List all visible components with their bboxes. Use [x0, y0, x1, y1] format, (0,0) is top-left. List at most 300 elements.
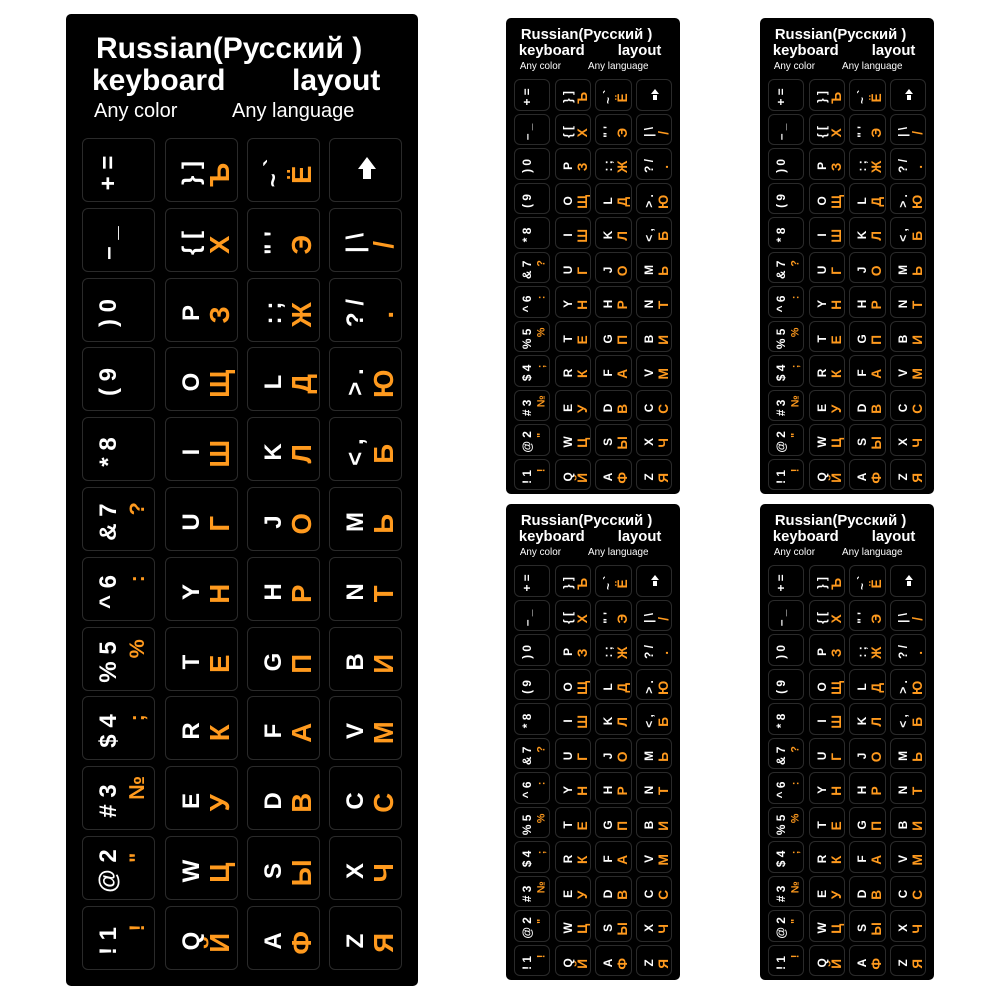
key-cyrillic-label: ! — [789, 954, 802, 958]
key-sticker — [165, 417, 238, 481]
key-latin-label: F — [855, 369, 870, 377]
key-latin-label: N — [895, 785, 910, 795]
key-latin-label: C — [895, 889, 910, 898]
key-latin-label: ! 1 — [519, 469, 534, 484]
key-latin-label: > . — [895, 679, 910, 694]
key-latin-label: I — [814, 233, 829, 237]
key-latin-label: E — [560, 889, 575, 898]
key-sticker — [768, 183, 804, 215]
key-sticker — [768, 738, 804, 770]
key-cyrillic-label: № — [535, 881, 548, 894]
key-sticker — [809, 286, 845, 318]
key-latin-label: T — [560, 334, 575, 343]
key-latin-label: L — [855, 682, 870, 691]
key-latin-label: B — [342, 652, 369, 671]
key-sticker — [82, 766, 155, 830]
key-cyrillic-label: К — [828, 855, 844, 865]
key-cyrillic-label: Л — [615, 717, 631, 727]
key-latin-label: N — [342, 583, 369, 601]
key-sticker — [890, 114, 926, 146]
key-cyrillic-label: " — [789, 919, 802, 925]
key-sticker — [636, 148, 672, 180]
key-sticker — [890, 355, 926, 387]
key-cyrillic-label: Я — [909, 472, 925, 483]
key-latin-label: % 5 — [519, 814, 534, 835]
key-latin-label: O — [560, 195, 575, 206]
key-latin-label: P — [178, 304, 205, 321]
key-sticker — [595, 252, 631, 284]
key-latin-label: A — [855, 472, 870, 481]
key-sticker — [595, 79, 631, 111]
key-sticker — [555, 183, 591, 215]
key-latin-label: H — [601, 299, 616, 309]
key-cyrillic-label: З — [828, 162, 844, 172]
key-latin-label: P — [560, 648, 575, 657]
key-cyrillic-label: / — [368, 240, 400, 249]
key-cyrillic-label: И — [655, 334, 671, 345]
key-cyrillic-label: Д — [286, 374, 318, 395]
key-cyrillic-label: О — [615, 265, 631, 276]
key-latin-label: R — [560, 854, 575, 864]
key-latin-label: @ 2 — [773, 431, 788, 453]
key-cyrillic-label: Б — [655, 231, 671, 241]
arrow-stem — [653, 95, 657, 100]
key-cyrillic-label: ? — [789, 745, 802, 753]
key-sticker — [555, 876, 591, 908]
key-latin-label: " ' — [601, 125, 616, 138]
key-latin-label: ^ 6 — [519, 781, 534, 799]
key-latin-label: Y — [560, 786, 575, 795]
key-latin-label: I — [178, 448, 205, 456]
key-sticker — [890, 321, 926, 353]
key-latin-label: G — [855, 334, 870, 344]
key-latin-label: B — [895, 334, 910, 343]
key-latin-label: – _ — [773, 123, 788, 140]
key-cyrillic-label: С — [655, 403, 671, 414]
key-latin-label: P — [560, 162, 575, 171]
key-cyrillic-label: Ч — [909, 438, 925, 448]
key-latin-label: Y — [814, 300, 829, 309]
key-latin-label: L — [601, 682, 616, 691]
key-latin-label: J — [855, 266, 870, 273]
key-sticker — [555, 772, 591, 804]
key-latin-label: Z — [641, 959, 656, 967]
key-sticker — [514, 807, 550, 839]
key-cyrillic-label: . — [368, 310, 400, 319]
key-cyrillic-label: К — [574, 855, 590, 865]
key-cyrillic-label: Ц — [574, 924, 590, 935]
key-latin-label: Q — [560, 472, 575, 482]
key-latin-label: S — [601, 924, 616, 933]
key-sticker — [809, 703, 845, 735]
key-cyrillic-label: Ъ — [828, 92, 844, 104]
key-cyrillic-label: У — [574, 404, 590, 413]
key-latin-label: * 8 — [519, 713, 534, 729]
key-latin-label: G — [601, 334, 616, 344]
key-sticker — [555, 79, 591, 111]
key-cyrillic-label: Е — [574, 334, 590, 345]
key-sticker — [890, 148, 926, 180]
key-cyrillic-label: ! — [535, 954, 548, 958]
sheet-small-bottom-left — [506, 504, 680, 980]
key-sticker — [849, 355, 885, 387]
key-cyrillic-label: % — [124, 638, 150, 658]
key-cyrillic-label: Ч — [655, 924, 671, 934]
arrow-stem — [907, 581, 911, 586]
key-sticker — [636, 738, 672, 770]
key-cyrillic-label: М — [368, 721, 400, 745]
key-cyrillic-label: С — [655, 889, 671, 900]
key-sticker — [82, 138, 155, 202]
key-cyrillic-label: % — [789, 813, 802, 823]
key-latin-label: ? / — [895, 159, 910, 174]
key-latin-label: M — [342, 512, 369, 532]
key-cyrillic-label: П — [615, 334, 631, 345]
key-latin-label: $ 4 — [95, 714, 122, 749]
key-cyrillic-label: / — [909, 130, 925, 135]
key-cyrillic-label: : — [535, 781, 548, 786]
key-latin-label: } ] — [814, 91, 829, 104]
key-latin-label: H — [601, 785, 616, 795]
key-latin-label: & 7 — [95, 503, 122, 541]
key-sticker — [890, 945, 926, 977]
title-text: Russian(Русский ) — [520, 26, 653, 43]
key-latin-label: B — [895, 820, 910, 829]
key-sticker — [247, 487, 320, 551]
key-latin-label: | \ — [641, 612, 656, 623]
key-latin-label: Y — [178, 583, 205, 600]
key-sticker — [514, 565, 550, 597]
key-cyrillic-label: Ч — [909, 924, 925, 934]
key-sticker — [849, 217, 885, 249]
arrow-up-icon — [651, 575, 659, 580]
key-sticker — [849, 114, 885, 146]
arrow-stem — [907, 95, 911, 100]
title-keyboard: keyboard — [518, 528, 585, 545]
key-cyrillic-label: Ъ — [204, 162, 236, 187]
key-sticker — [595, 876, 631, 908]
key-sticker — [890, 703, 926, 735]
subtitle-any-color: Any color — [519, 546, 561, 558]
key-sticker — [165, 208, 238, 272]
key-latin-label: ^ 6 — [773, 295, 788, 313]
key-sticker — [768, 876, 804, 908]
key-cyrillic-label: Э — [869, 613, 885, 624]
key-cyrillic-label: № — [789, 881, 802, 894]
key-latin-label: R — [178, 722, 205, 741]
key-latin-label: ~ ` — [855, 576, 870, 591]
key-sticker — [514, 390, 550, 422]
key-cyrillic-label: С — [909, 403, 925, 414]
key-cyrillic-label: Г — [574, 752, 590, 761]
key-latin-label: O — [814, 681, 829, 692]
key-sticker — [768, 79, 804, 111]
key-cyrillic-label: Н — [574, 786, 590, 796]
key-sticker — [890, 459, 926, 491]
key-latin-label: " ' — [855, 611, 870, 624]
key-latin-label: S — [260, 863, 287, 880]
key-cyrillic-label: Щ — [828, 194, 844, 209]
key-cyrillic-label: Х — [574, 613, 590, 624]
key-cyrillic-label: М — [655, 854, 671, 866]
key-latin-label: U — [560, 265, 575, 274]
key-sticker — [514, 669, 550, 701]
key-latin-label: % 5 — [95, 640, 122, 683]
key-latin-label: & 7 — [773, 260, 788, 279]
key-cyrillic-label: Р — [869, 300, 885, 310]
key-cyrillic-label: А — [615, 369, 631, 379]
key-latin-label: F — [601, 855, 616, 863]
key-sticker — [809, 634, 845, 666]
subtitle-any-language: Any language — [842, 60, 903, 72]
key-latin-label: N — [895, 299, 910, 309]
key-sticker — [329, 208, 402, 272]
subtitle-any-language: Any language — [842, 546, 903, 558]
key-cyrillic-label: Н — [204, 583, 236, 604]
key-cyrillic-label: Ы — [615, 922, 631, 936]
title-layout: layout — [292, 64, 381, 97]
key-latin-label: N — [641, 785, 656, 795]
key-sticker — [555, 807, 591, 839]
key-latin-label: ^ 6 — [519, 295, 534, 313]
key-sticker — [809, 79, 845, 111]
key-sticker — [247, 766, 320, 830]
key-cyrillic-label: Э — [869, 127, 885, 138]
key-latin-label: K — [855, 716, 870, 726]
key-cyrillic-label: Х — [828, 127, 844, 138]
key-latin-label: V — [342, 723, 369, 740]
key-latin-label: > . — [641, 679, 656, 694]
key-cyrillic-label: Г — [574, 266, 590, 275]
title-text: Russian(Русский ) — [520, 512, 653, 529]
key-latin-label: U — [814, 751, 829, 760]
key-sticker — [890, 183, 926, 215]
key-latin-label: # 3 — [773, 399, 788, 416]
key-sticker — [890, 634, 926, 666]
key-cyrillic-label: Ф — [615, 957, 631, 970]
key-sticker — [768, 841, 804, 873]
key-cyrillic-label: В — [615, 889, 631, 900]
key-cyrillic-label: А — [615, 855, 631, 865]
key-latin-label: + = — [95, 155, 122, 191]
title-layout: layout — [617, 42, 662, 59]
arrow-up-icon — [651, 89, 659, 94]
key-latin-label: H — [855, 299, 870, 309]
key-latin-label: & 7 — [773, 746, 788, 765]
key-sticker — [636, 79, 672, 111]
key-latin-label: ) 0 — [773, 159, 788, 174]
key-sticker — [768, 945, 804, 977]
key-sticker — [514, 910, 550, 942]
key-sticker — [890, 79, 926, 111]
key-latin-label: J — [601, 266, 616, 273]
key-sticker — [849, 669, 885, 701]
key-latin-label: # 3 — [95, 784, 122, 818]
key-cyrillic-label: Ф — [869, 957, 885, 970]
key-sticker — [555, 321, 591, 353]
key-latin-label: Y — [814, 786, 829, 795]
key-cyrillic-label: М — [909, 854, 925, 866]
key-cyrillic-label: Д — [869, 682, 885, 693]
subtitle-any-language: Any language — [232, 100, 355, 122]
key-sticker — [514, 217, 550, 249]
subtitle-any-language: Any language — [588, 60, 649, 72]
key-latin-label: T — [814, 334, 829, 343]
key-sticker — [636, 634, 672, 666]
key-latin-label: + = — [773, 88, 788, 106]
key-cyrillic-label: ; — [124, 714, 150, 722]
key-latin-label: > . — [641, 193, 656, 208]
key-latin-label: ^ 6 — [773, 781, 788, 799]
key-latin-label: $ 4 — [519, 850, 534, 868]
key-latin-label: X — [895, 438, 910, 447]
key-cyrillic-label: Л — [869, 231, 885, 241]
key-latin-label: L — [855, 196, 870, 205]
key-sticker — [555, 286, 591, 318]
key-sticker — [514, 876, 550, 908]
key-latin-label: # 3 — [773, 885, 788, 902]
key-sticker — [555, 114, 591, 146]
key-cyrillic-label: Ц — [574, 438, 590, 449]
key-sticker — [890, 565, 926, 597]
key-latin-label: O — [178, 373, 205, 392]
key-sticker — [890, 738, 926, 770]
key-latin-label: @ 2 — [95, 849, 122, 893]
key-sticker — [809, 321, 845, 353]
key-cyrillic-label: П — [869, 820, 885, 831]
key-sticker — [514, 355, 550, 387]
key-latin-label: + = — [773, 574, 788, 592]
key-sticker — [768, 565, 804, 597]
key-cyrillic-label: С — [909, 889, 925, 900]
subtitle-any-color: Any color — [94, 100, 178, 122]
key-latin-label: } ] — [560, 577, 575, 590]
key-cyrillic-label: % — [789, 327, 802, 337]
key-cyrillic-label: А — [286, 723, 318, 744]
key-sticker — [890, 669, 926, 701]
key-latin-label: T — [178, 654, 205, 669]
key-sticker — [247, 208, 320, 272]
key-latin-label: – _ — [519, 123, 534, 140]
key-sticker — [514, 738, 550, 770]
key-sticker — [809, 355, 845, 387]
key-latin-label: + = — [519, 574, 534, 592]
key-latin-label: – _ — [519, 609, 534, 626]
key-sticker — [809, 772, 845, 804]
key-cyrillic-label: № — [535, 395, 548, 408]
key-cyrillic-label: У — [204, 794, 236, 812]
key-cyrillic-label: Ъ — [828, 578, 844, 590]
key-sticker — [165, 696, 238, 760]
key-cyrillic-label: : — [789, 781, 802, 786]
key-sticker — [849, 286, 885, 318]
key-sticker — [636, 183, 672, 215]
key-sticker — [247, 836, 320, 900]
key-latin-label: % 5 — [773, 814, 788, 835]
key-sticker — [555, 945, 591, 977]
key-latin-label: U — [814, 265, 829, 274]
key-sticker — [555, 459, 591, 491]
key-cyrillic-label: ! — [789, 468, 802, 472]
key-cyrillic-label: Б — [909, 717, 925, 727]
key-cyrillic-label: О — [869, 265, 885, 276]
key-latin-label: " ' — [855, 125, 870, 138]
key-cyrillic-label: Т — [909, 300, 925, 310]
key-latin-label: " ' — [601, 611, 616, 624]
key-sticker — [595, 669, 631, 701]
key-sticker — [809, 876, 845, 908]
key-latin-label: { [ — [814, 611, 829, 624]
key-cyrillic-label: Г — [828, 752, 844, 761]
key-cyrillic-label: ; — [535, 364, 548, 369]
key-latin-label: ) 0 — [773, 645, 788, 660]
key-cyrillic-label: № — [789, 395, 802, 408]
key-sticker — [636, 459, 672, 491]
key-latin-label: K — [601, 230, 616, 240]
key-cyrillic-label: У — [828, 404, 844, 413]
key-cyrillic-label: " — [789, 433, 802, 439]
key-cyrillic-label: Д — [615, 682, 631, 693]
key-cyrillic-label: Ы — [869, 922, 885, 936]
key-cyrillic-label: . — [909, 165, 925, 169]
key-sticker — [595, 459, 631, 491]
key-latin-label: < , — [895, 714, 910, 728]
key-sticker — [514, 600, 550, 632]
key-sticker — [849, 634, 885, 666]
key-cyrillic-label: К — [574, 369, 590, 379]
key-cyrillic-label: П — [286, 653, 318, 674]
key-latin-label: T — [814, 820, 829, 829]
key-sticker — [809, 390, 845, 422]
key-sticker — [768, 807, 804, 839]
key-sticker — [809, 565, 845, 597]
key-cyrillic-label: Д — [869, 196, 885, 207]
key-cyrillic-label: Ш — [828, 229, 844, 243]
key-latin-label: C — [342, 792, 369, 810]
key-latin-label: ) 0 — [519, 645, 534, 660]
key-sticker — [595, 600, 631, 632]
key-latin-label: @ 2 — [519, 917, 534, 939]
key-sticker — [514, 841, 550, 873]
key-cyrillic-label: : — [535, 295, 548, 300]
key-latin-label: C — [641, 403, 656, 412]
title-keyboard: keyboard — [772, 42, 839, 59]
key-sticker — [329, 487, 402, 551]
key-latin-label: D — [855, 403, 870, 412]
key-latin-label: H — [260, 583, 287, 601]
key-cyrillic-label: Ф — [615, 471, 631, 484]
key-cyrillic-label: Л — [615, 231, 631, 241]
key-cyrillic-label: . — [655, 651, 671, 655]
key-latin-label: I — [560, 233, 575, 237]
key-sticker — [809, 424, 845, 456]
key-latin-label: Q — [560, 958, 575, 968]
key-latin-label: ( 9 — [519, 193, 534, 208]
key-cyrillic-label: Р — [869, 786, 885, 796]
key-cyrillic-label: Ё — [615, 579, 631, 589]
key-latin-label: S — [855, 924, 870, 933]
key-latin-label: * 8 — [773, 713, 788, 729]
key-cyrillic-label: Ё — [615, 93, 631, 103]
key-sticker — [595, 565, 631, 597]
key-sticker — [849, 79, 885, 111]
key-sticker — [849, 876, 885, 908]
key-cyrillic-label: А — [869, 855, 885, 865]
key-cyrillic-label: . — [655, 165, 671, 169]
key-sticker — [555, 355, 591, 387]
key-cyrillic-label: В — [869, 889, 885, 900]
key-sticker — [595, 390, 631, 422]
